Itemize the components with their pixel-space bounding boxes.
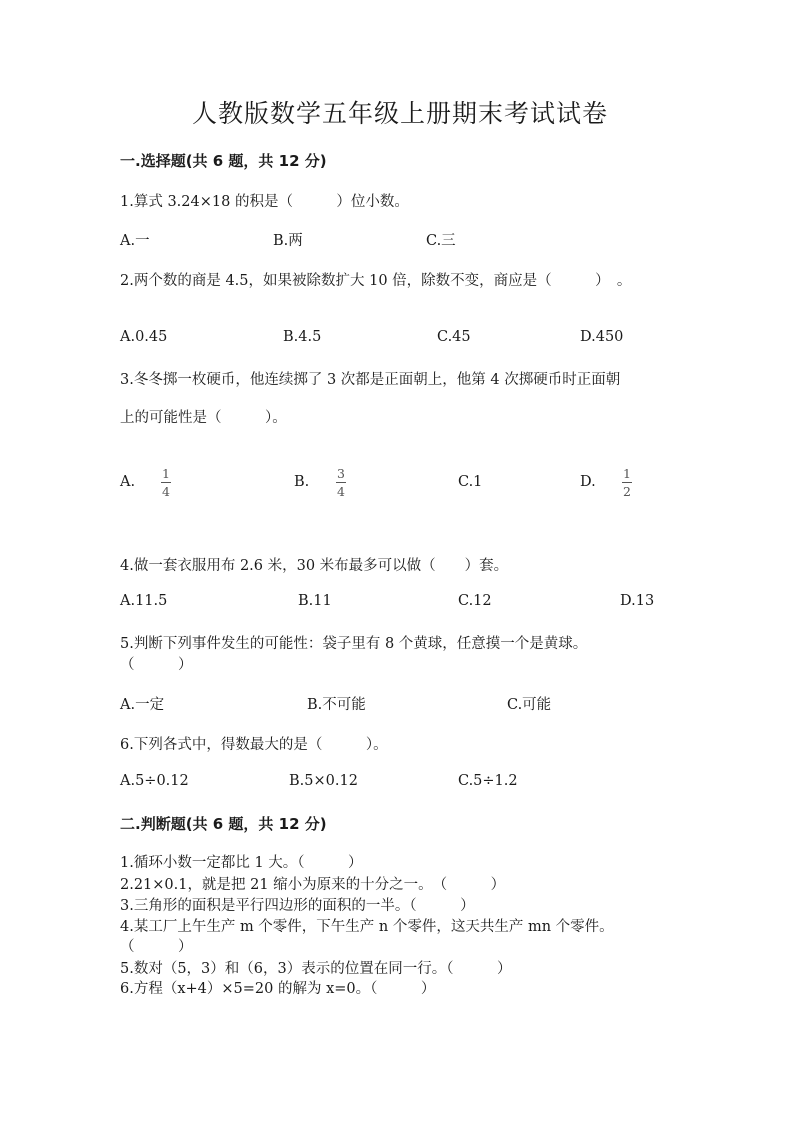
q4-option-a: A.11.5 (120, 593, 168, 609)
q6-option-a: A.5÷0.12 (120, 773, 189, 789)
fraction-denominator: 4 (162, 484, 170, 499)
q4-option-b: B.11 (298, 593, 332, 609)
judgment-item-4: 4.某工厂上午生产 m 个零件，下午生产 n 个零件，这天共生产 mn 个零件。 (120, 919, 614, 935)
section-2-heading: 二.判断题(共 6 题，共 12 分) (120, 815, 327, 833)
question-5-line-2: （ ） (120, 657, 193, 673)
question-5-line-1: 5.判断下列事件发生的可能性：袋子里有 8 个黄球，任意摸一个是黄球。 (120, 636, 588, 652)
fraction-bar (622, 482, 632, 483)
q3-option-a-fraction (161, 467, 171, 498)
question-3-line-2: 上的可能性是（ ）。 (120, 410, 287, 426)
judgment-item-1: 1.循环小数一定都比 1 大。（ ） (120, 855, 363, 871)
fraction-bar (161, 482, 171, 483)
q1-option-b: B.两 (273, 233, 303, 249)
fraction-denominator: 2 (623, 484, 631, 499)
q5-option-b: B.不可能 (307, 697, 366, 713)
q1-option-c: C.三 (426, 233, 456, 249)
question-1: 1.算式 3.24×18 的积是（ ）位小数。 (120, 194, 409, 210)
q2-option-a: A.0.45 (120, 329, 168, 345)
q5-option-a: A.一定 (120, 697, 165, 713)
q3-option-a: A. (120, 474, 136, 490)
question-4: 4.做一套衣服用布 2.6 米，30 米布最多可以做（ ）套。 (120, 558, 509, 574)
question-2: 2.两个数的商是 4.5，如果被除数扩大 10 倍，除数不变，商应是（ ） 。 (120, 273, 632, 289)
q4-option-d: D.13 (620, 593, 655, 609)
question-3-line-1: 3.冬冬掷一枚硬币，他连续掷了 3 次都是正面朝上，他第 4 次掷硬币时正面朝 (120, 372, 621, 388)
q5-option-c: C.可能 (507, 697, 552, 713)
q3-option-d-fraction (622, 467, 632, 498)
fraction-denominator: 4 (337, 484, 345, 499)
judgment-item-4-bracket: （ ） (120, 939, 193, 955)
judgment-item-5: 5.数对（5，3）和（6，3）表示的位置在同一行。（ ） (120, 961, 512, 977)
q3-option-d: D. (580, 474, 596, 490)
judgment-item-6: 6.方程（x+4）×5=20 的解为 x=0。（ ） (120, 981, 436, 997)
page-title: 人教版数学五年级上册期末考试试卷 (191, 99, 608, 128)
question-6: 6.下列各式中，得数最大的是（ ）。 (120, 737, 388, 753)
q6-option-b: B.5×0.12 (289, 773, 358, 789)
q2-option-b: B.4.5 (283, 329, 322, 345)
q2-option-d: D.450 (580, 329, 624, 345)
q3-option-b: B. (294, 474, 310, 490)
q3-option-b-fraction (336, 467, 346, 498)
judgment-item-3: 3.三角形的面积是平行四边形的面积的一半。（ ） (120, 898, 475, 914)
fraction-numerator: 1 (623, 466, 631, 481)
fraction-numerator: 3 (337, 466, 345, 481)
q6-option-c: C.5÷1.2 (458, 773, 518, 789)
fraction-bar (336, 482, 346, 483)
section-1-heading: 一.选择题(共 6 题，共 12 分) (120, 152, 327, 170)
q3-option-c: C.1 (458, 474, 483, 490)
q2-option-c: C.45 (437, 329, 471, 345)
q1-option-a: A.一 (120, 233, 150, 249)
fraction-numerator: 1 (162, 466, 170, 481)
judgment-item-2: 2.21×0.1，就是把 21 缩小为原来的十分之一。 （ ） (120, 877, 506, 893)
q4-option-c: C.12 (458, 593, 492, 609)
